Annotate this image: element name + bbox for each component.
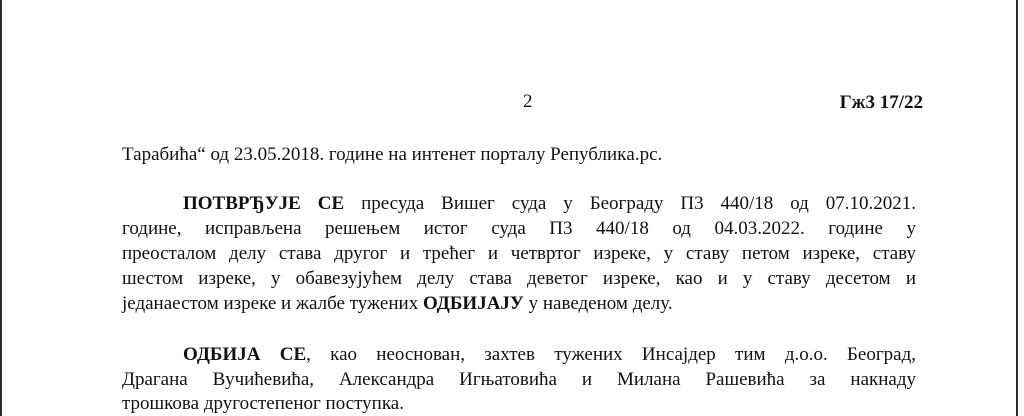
paragraph-3-line-3-text: трошкова другостепеног поступка. — [122, 393, 404, 414]
page-left-border — [0, 0, 2, 416]
paragraph-2-line-5-start: једанаестом изреке и жалбе тужених — [122, 293, 423, 314]
paragraph-2-line-4-text: шестом изреке, у обавезујућем делу става деветог изреке, као и у ставу десетом и — [122, 268, 916, 289]
paragraph-3-line-2-text: Драгана Вучићевића, Александра Игњатовића и Милана Рашевића за накнаду — [122, 369, 916, 390]
paragraph-1-text: Тарабића“ од 23.05.2018. године на интенет порталу Републикa.рс. — [122, 144, 663, 165]
page-number: 2 — [523, 91, 533, 112]
paragraph-2-line-5-end: у наведеном делу. — [523, 293, 673, 314]
paragraph-2-line-2 — [122, 218, 916, 240]
paragraph-3-line-1-text: , као неоснован, захтев тужених Инсајдер тим д.о.о. Београд, — [306, 344, 916, 365]
confirm-verdict-heading: ПОТВРЂУЈЕ СЕ — [183, 193, 345, 214]
paragraph-2-line-2-text: године, исправљена решењем истог суда П3 440/18 од 04.03.2022. године у — [122, 218, 916, 239]
page-right-border — [1016, 0, 1018, 416]
paragraph-2-line-1 — [183, 193, 916, 215]
case-number: Гж3 17/22 — [839, 92, 923, 113]
reject-appeal-word: ОДБИЈАЈУ — [422, 293, 524, 314]
paragraph-3-line-1 — [183, 344, 916, 366]
paragraph-3-line-2 — [122, 369, 916, 391]
paragraph-3-line-3 — [122, 393, 404, 415]
paragraph-2-line-3-text: преосталом делу става другог и трећег и четвртог изреке, у ставу петом изреке, ставу — [122, 243, 916, 264]
reject-request-heading: ОДБИЈА СЕ — [183, 344, 307, 365]
paragraph-2-line-3 — [122, 243, 916, 265]
paragraph-2-line-5 — [122, 293, 673, 315]
paragraph-1-line — [122, 144, 662, 166]
paragraph-2-line-4 — [122, 268, 916, 290]
paragraph-2-line-1-text: пресуда Вишег суда у Београду П3 440/18 од 07.10.2021. — [344, 193, 916, 214]
